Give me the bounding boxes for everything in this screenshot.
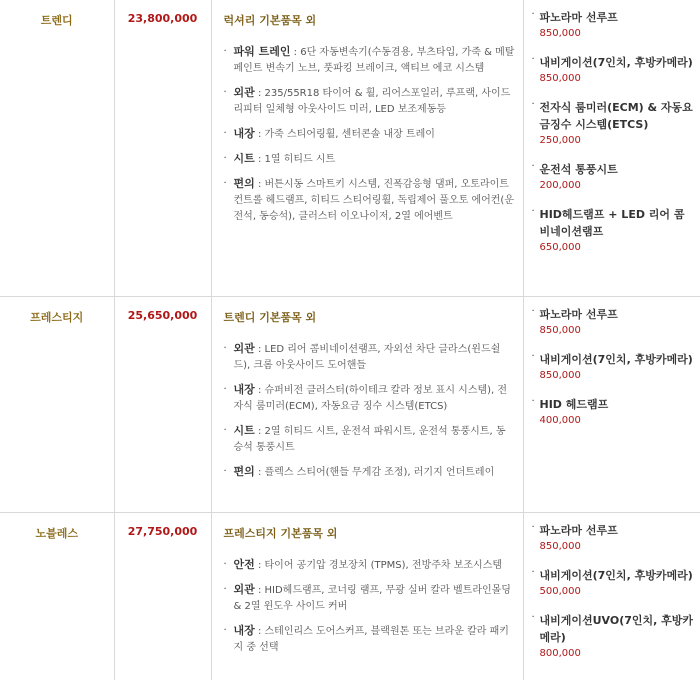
- trim-row-noblesse: [0, 512, 700, 680]
- option-price: 400,000: [539, 414, 581, 426]
- option-item: [532, 351, 695, 384]
- option-price: 650,000: [539, 242, 581, 253]
- bullet-icon: ·: [531, 206, 535, 217]
- feature-label: 시트: [233, 152, 255, 165]
- feature-text: 타이어 공기압 경보장치 (TPMS), 전방주차 보조시스템: [264, 559, 503, 571]
- bullet-icon: ·: [223, 46, 227, 57]
- feature-label: 파워 트레인: [233, 45, 291, 58]
- option-item: [532, 54, 695, 87]
- feature-label: 편의: [233, 177, 255, 190]
- trim-price: 27,750,000: [114, 512, 211, 680]
- feature-text: 슈퍼비전 클러스터(하이테크 칼라 정보 표시 시스템), 전자식 룸미러(ECM), 자동요금 징수 시스템(ETCS): [233, 384, 508, 412]
- option-item: [532, 306, 695, 339]
- bullet-icon: ·: [223, 383, 227, 395]
- standard-features: [211, 296, 523, 512]
- feature-label: 외관: [233, 341, 255, 355]
- feature-text: 1열 히티드 시트: [264, 154, 336, 165]
- option-name: HID 헤드램프: [539, 397, 609, 411]
- bullet-icon: ·: [223, 424, 227, 436]
- standard-title: 트렌디 기본품목 외: [223, 310, 317, 324]
- option-item: [532, 522, 695, 555]
- bullet-icon: ·: [223, 128, 227, 139]
- feature-text: HID헤드램프, 코너링 램프, 무광 실버 칼라 벨트라인몰딩 & 2열 윈도우 사이드 커버: [233, 584, 511, 612]
- bullet-icon: ·: [531, 54, 535, 65]
- feature-label: 안전: [233, 557, 255, 571]
- standard-title: 프레스티지 기본품목 외: [223, 526, 338, 540]
- bullet-icon: ·: [531, 161, 535, 172]
- option-name: 전자식 룸미러(ECM) & 자동요금징수 시스템(ETCS): [539, 101, 693, 131]
- feature-text: 6단 자동변속기(수동겸용, 부츠타입, 가죽 & 메탈페인트 변속기 노브, 풋파킹 브레이크, 액티브 에코 시스템: [233, 47, 515, 74]
- option-price: 850,000: [539, 73, 581, 84]
- option-name: 내비게이션(7인치, 후방카메라): [539, 56, 693, 69]
- feature-label: 편의: [233, 464, 255, 478]
- option-item: [532, 567, 695, 600]
- option-price: 850,000: [539, 324, 581, 336]
- standard-features: [211, 512, 523, 680]
- feature-item: · 파워 트레인 : 6단 자동변속기(수동겸용, 부츠타입, 가죽 & 메탈페인트 변속기 노브, 풋파킹 브레이크, 액티브 에코 시스템: [223, 45, 515, 74]
- feature-text: 버튼시동 스마트키 시스템, 진폭감응형 댐퍼, 오토라이트 컨트롤 헤드램프, 히티드 스티어링휠, 독립제어 풀오토 에어컨(운전석, 동승석), 클러스터 이오나이저, 2열 에어벤트: [233, 179, 514, 222]
- option-item: [532, 9, 695, 42]
- option-name: 파노라마 선루프: [539, 523, 618, 537]
- standard-title: 럭셔리 기본품목 외: [223, 14, 317, 27]
- bullet-icon: ·: [531, 611, 535, 623]
- feature-item: · 시트 : 2열 히티드 시트, 운전석 파워시트, 운전석 통풍시트, 동승석 통풍시트: [223, 423, 506, 453]
- option-name: 운전석 통풍시트: [539, 163, 618, 176]
- trim-name: 트렌디: [0, 0, 114, 296]
- standard-features: [211, 0, 523, 296]
- bullet-icon: ·: [531, 395, 535, 407]
- bullet-icon: ·: [531, 9, 535, 20]
- trim-price: 25,650,000: [114, 296, 211, 512]
- option-price: 800,000: [539, 647, 581, 659]
- bullet-icon: ·: [223, 178, 227, 189]
- option-item: [532, 206, 695, 256]
- trim-row-trendy: [0, 0, 700, 296]
- trim-name: 프레스티지: [0, 296, 114, 512]
- option-list: [523, 296, 700, 512]
- option-item: [532, 161, 695, 194]
- bullet-icon: ·: [223, 153, 227, 164]
- option-price: 850,000: [539, 28, 581, 39]
- option-price: 850,000: [539, 369, 581, 381]
- bullet-icon: ·: [223, 624, 227, 636]
- bullet-icon: ·: [531, 521, 535, 533]
- feature-label: 내장: [233, 382, 255, 396]
- feature-text: 2열 히티드 시트, 운전석 파워시트, 운전석 통풍시트, 동승석 통풍시트: [233, 425, 506, 453]
- bullet-icon: ·: [223, 558, 227, 570]
- feature-item: · 내장 : 스테인리스 도어스커프, 블랙원톤 또는 브라운 칼라 패키지 중 선택: [223, 623, 509, 653]
- trim-row-prestige: [0, 296, 700, 512]
- feature-item: · 편의 : 버튼시동 스마트키 시스템, 진폭감응형 댐퍼, 오토라이트 컨트롤 헤드램프, 히티드 스티어링휠, 독립제어 풀오토 에어컨(운전석, 동승석), 클러스터 이오나이저, 2열 에어벤트: [223, 177, 514, 222]
- option-price: 250,000: [539, 135, 581, 146]
- option-list: [523, 512, 700, 680]
- option-item: [532, 612, 695, 662]
- feature-item: · 안전 : 타이어 공기압 경보장치 (TPMS), 전방주차 보조시스템: [223, 557, 503, 571]
- option-name: HID헤드램프 + LED 리어 콤비네이션램프: [539, 208, 685, 238]
- bullet-icon: ·: [531, 350, 535, 362]
- feature-text: 235/55R18 타이어 & 휠, 리어스포일러, 루프랙, 사이드 리피터 일체형 아웃사이드 미러, LED 보조제동등: [233, 88, 511, 115]
- option-name: 내비게이션(7인치, 후방카메라): [539, 568, 693, 582]
- option-name: 파노라마 선루프: [539, 307, 618, 321]
- bullet-icon: ·: [223, 465, 227, 477]
- bullet-icon: ·: [223, 583, 227, 595]
- bullet-icon: ·: [531, 566, 535, 578]
- bullet-icon: ·: [223, 342, 227, 354]
- bullet-icon: ·: [223, 87, 227, 98]
- option-name: 내비게이션UVO(7인치, 후방카메라): [539, 613, 694, 644]
- feature-item: · 편의 : 플렉스 스티어(핸들 무게감 조정), 러기지 언더트레이: [223, 464, 495, 478]
- bullet-icon: ·: [531, 305, 535, 317]
- feature-label: 외관: [233, 86, 255, 99]
- feature-item: · 외관 : 235/55R18 타이어 & 휠, 리어스포일러, 루프랙, 사이드 리피터 일체형 아웃사이드 미러, LED 보조제동등: [223, 86, 511, 115]
- bullet-icon: ·: [531, 99, 535, 110]
- feature-item: · 시트 : 1열 히티드 시트: [223, 152, 336, 165]
- option-price: 200,000: [539, 180, 581, 191]
- trim-name: 노블레스: [0, 512, 114, 680]
- option-item: [532, 396, 695, 429]
- feature-item: · 내장 : 가죽 스티어링휠, 센터콘솔 내장 트레이: [223, 127, 435, 140]
- feature-label: 내장: [233, 623, 255, 637]
- option-name: 내비게이션(7인치, 후방카메라): [539, 352, 693, 366]
- feature-item: · 외관 : LED 리어 콤비네이션램프, 자외선 차단 글라스(윈드쉴드), 크롬 아웃사이드 도어핸들: [223, 341, 501, 371]
- option-price: 850,000: [539, 540, 581, 552]
- feature-item: · 내장 : 슈퍼비전 클러스터(하이테크 칼라 정보 표시 시스템), 전자식 룸미러(ECM), 자동요금 징수 시스템(ETCS): [223, 382, 508, 412]
- feature-item: · 외관 : HID헤드램프, 코너링 램프, 무광 실버 칼라 벨트라인몰딩 & 2열 윈도우 사이드 커버: [223, 582, 511, 612]
- feature-text: 스테인리스 도어스커프, 블랙원톤 또는 브라운 칼라 패키지 중 선택: [233, 625, 509, 653]
- option-list: [523, 0, 700, 296]
- feature-text: 가죽 스티어링휠, 센터콘솔 내장 트레이: [264, 129, 435, 140]
- option-name: 파노라마 선루프: [539, 11, 618, 24]
- feature-text: LED 리어 콤비네이션램프, 자외선 차단 글라스(윈드쉴드), 크롬 아웃사이드 도어핸들: [233, 343, 501, 371]
- feature-text: 플렉스 스티어(핸들 무게감 조정), 러기지 언더트레이: [264, 466, 495, 478]
- option-price: 500,000: [539, 585, 581, 597]
- option-item: [532, 99, 695, 149]
- feature-label: 외관: [233, 582, 255, 596]
- trim-price: 23,800,000: [114, 0, 211, 296]
- feature-label: 시트: [233, 423, 255, 437]
- feature-label: 내장: [233, 127, 255, 140]
